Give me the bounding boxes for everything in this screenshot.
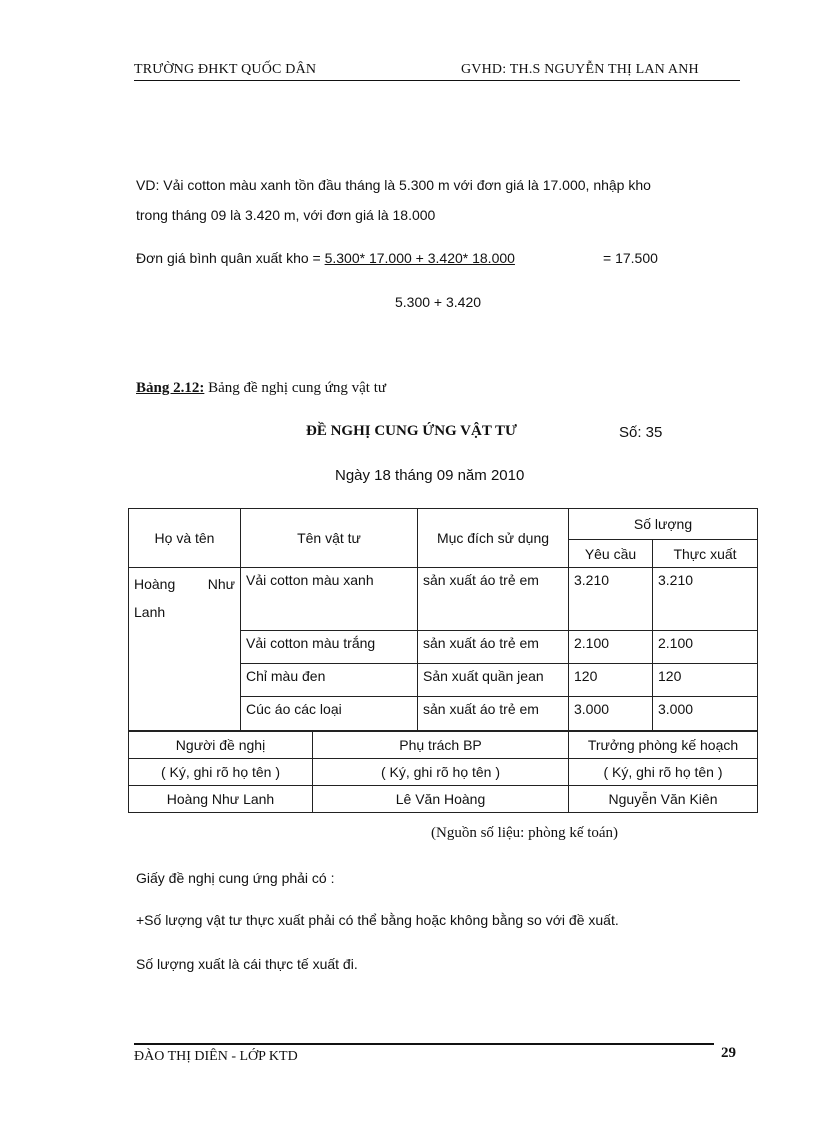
actual-cell: 3.210 <box>653 568 758 631</box>
formula-numerator: 5.300* 17.000 + 3.420* 18.000 <box>324 250 515 266</box>
requested-cell: 3.000 <box>569 697 653 731</box>
table-caption <box>136 380 386 397</box>
form-number: Số: 35 <box>619 424 663 441</box>
signature-name-row <box>129 786 758 813</box>
purpose-cell: sản xuất áo trẻ em <box>418 697 569 731</box>
role-planning-head: Trưởng phòng kế hoạch <box>569 732 758 759</box>
purpose-cell: sản xuất áo trẻ em <box>418 631 569 664</box>
footer-rule <box>134 1043 714 1045</box>
formula-label: Đơn giá bình quân xuất kho = <box>136 250 325 266</box>
actual-cell: 3.000 <box>653 697 758 731</box>
header-supervisor: GVHD: TH.S NGUYỄN THỊ LAN ANH <box>461 62 699 77</box>
sign-note: ( Ký, ghi rõ họ tên ) <box>313 759 569 786</box>
requested-cell: 120 <box>569 664 653 697</box>
note-paragraph: Số lượng xuất là cái thực tế xuất đi. <box>136 956 358 972</box>
signature-role-row <box>129 732 758 759</box>
col-header-purpose: Mục đích sử dụng <box>418 509 569 568</box>
purpose-cell: sản xuất áo trẻ em <box>418 568 569 631</box>
note-paragraph: Giấy đề nghị cung ứng phải có : <box>136 870 335 886</box>
table-caption-text: Bảng đề nghị cung ứng vật tư <box>204 380 386 396</box>
supply-request-table <box>128 508 758 731</box>
actual-cell: 2.100 <box>653 631 758 664</box>
material-cell: Vải cotton màu xanh <box>241 568 418 631</box>
requester-name: Hoàng Như Lanh <box>129 568 241 731</box>
table-caption-label: Bảng 2.12: <box>136 380 205 396</box>
requested-cell: 2.100 <box>569 631 653 664</box>
signer-name: Lê Văn Hoàng <box>313 786 569 813</box>
signer-name: Hoàng Như Lanh <box>129 786 313 813</box>
material-cell: Cúc áo các loại <box>241 697 418 731</box>
source-note: (Nguồn số liệu: phòng kế toán) <box>431 825 619 841</box>
role-requester: Người đề nghị <box>129 732 313 759</box>
table-row <box>129 568 758 631</box>
material-cell: Vải cotton màu trắng <box>241 631 418 664</box>
formula-result: = 17.500 <box>603 250 658 266</box>
formula <box>136 250 515 266</box>
example-line-2: trong tháng 09 là 3.420 m, với đơn giá là 18.000 <box>136 207 436 223</box>
signature-table <box>128 731 758 813</box>
signature-note-row <box>129 759 758 786</box>
signer-name: Nguyễn Văn Kiên <box>569 786 758 813</box>
col-header-quantity: Số lượng <box>569 509 758 540</box>
form-title: ĐỀ NGHỊ CUNG ỨNG VẬT TƯ <box>306 423 517 439</box>
form-date: Ngày 18 tháng 09 năm 2010 <box>335 467 525 484</box>
example-line-1: VD: Vải cotton màu xanh tồn đầu tháng là 5.300 m với đơn giá là 17.000, nhập kho <box>136 177 651 193</box>
requested-cell: 3.210 <box>569 568 653 631</box>
sign-note: ( Ký, ghi rõ họ tên ) <box>569 759 758 786</box>
col-header-material: Tên vật tư <box>241 509 418 568</box>
purpose-cell: Sản xuất quần jean <box>418 664 569 697</box>
formula-denominator: 5.300 + 3.420 <box>395 294 482 310</box>
role-department-head: Phụ trách BP <box>313 732 569 759</box>
col-header-name: Họ và tên <box>129 509 241 568</box>
note-paragraph: +Số lượng vật tư thực xuất phải có thể bằng hoặc không bằng so với đề xuất. <box>136 912 619 928</box>
material-cell: Chỉ màu đen <box>241 664 418 697</box>
sign-note: ( Ký, ghi rõ họ tên ) <box>129 759 313 786</box>
header-school: TRƯỜNG ĐHKT QUỐC DÂN <box>134 62 317 77</box>
header-rule <box>134 80 740 81</box>
col-header-actual: Thực xuất <box>653 540 758 568</box>
actual-cell: 120 <box>653 664 758 697</box>
footer-author: ĐÀO THỊ DIÊN - LỚP KTD <box>134 1049 298 1064</box>
col-header-requested: Yêu cầu <box>569 540 653 568</box>
page-number: 29 <box>721 1045 736 1061</box>
